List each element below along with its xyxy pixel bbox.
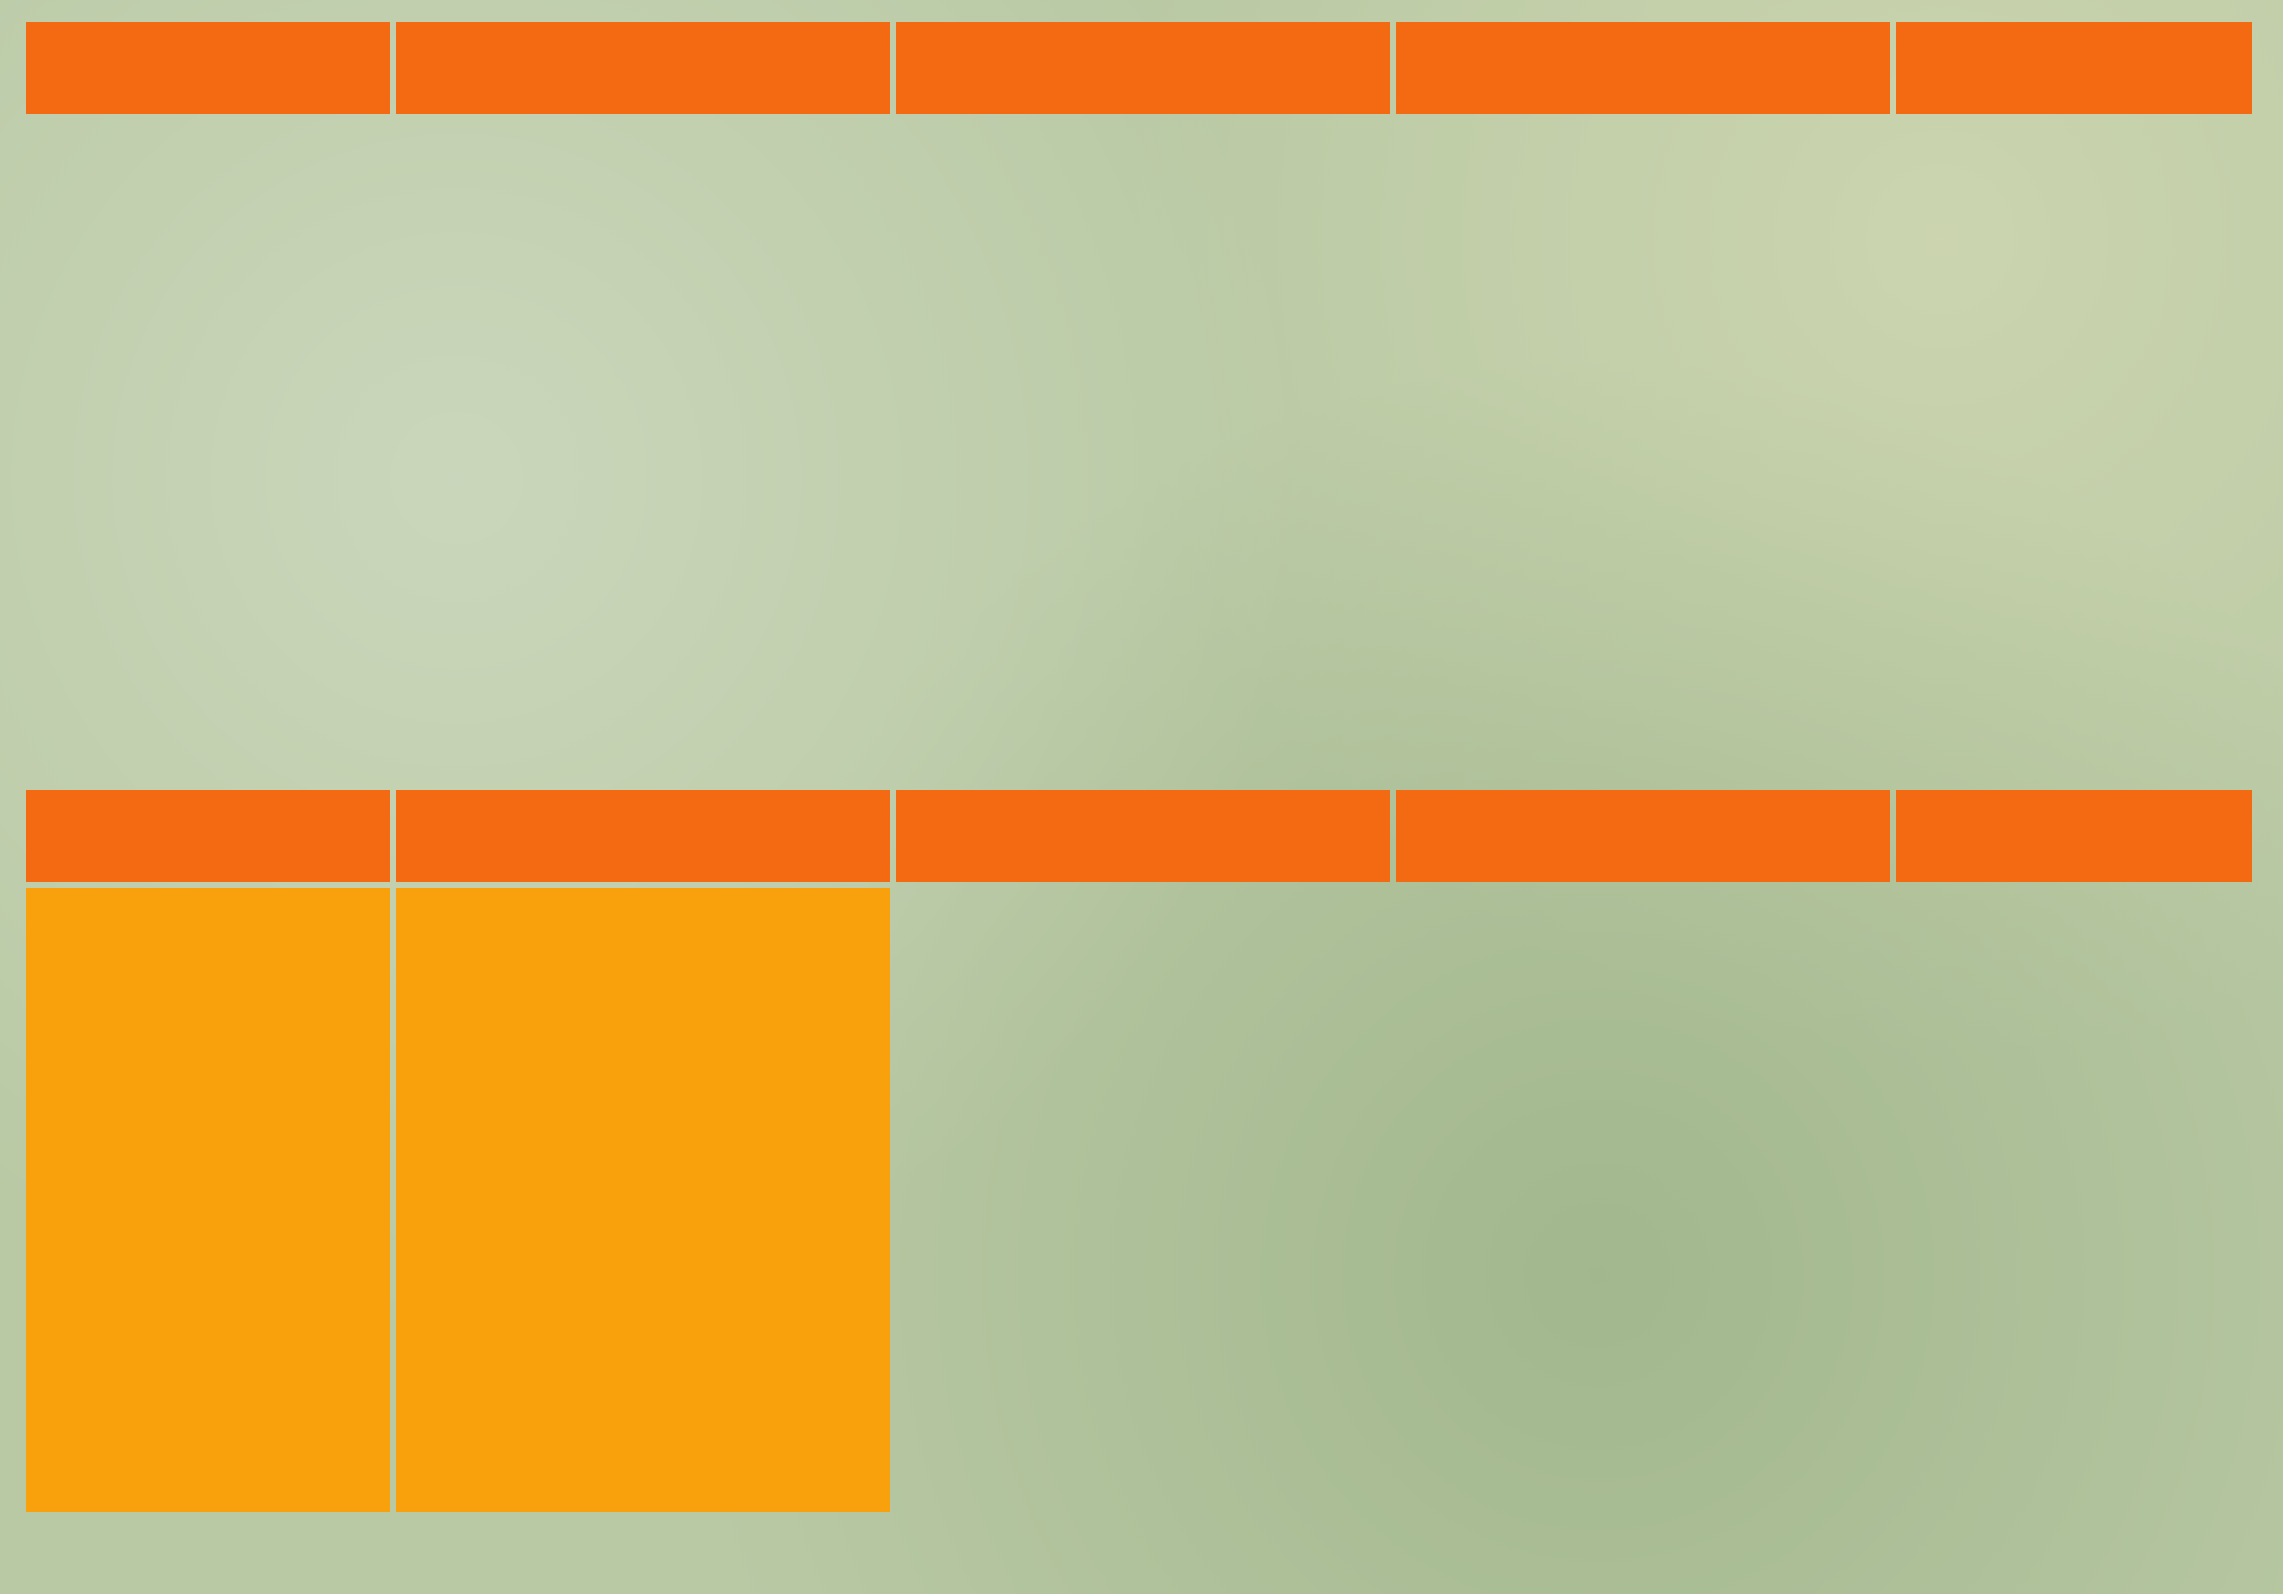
header-nami-gallery: [896, 790, 1390, 882]
header-month: [1896, 790, 2252, 882]
header-entezami-hall: [396, 790, 890, 882]
header-mirmiran-gallery: [1396, 790, 1890, 882]
header-empty: [26, 790, 390, 882]
header-amirkhani-hall: [1396, 22, 1890, 114]
header-naseri-hall: [396, 22, 890, 114]
header-month: [1896, 22, 2252, 114]
schedule-table-top: [26, 22, 2258, 750]
header-lobby: [26, 22, 390, 114]
header-shahnaz-hall: [896, 22, 1390, 114]
schedule-table-bottom: [26, 790, 2258, 1518]
empty-column: [26, 888, 390, 1512]
entezami-column: [396, 888, 890, 1512]
